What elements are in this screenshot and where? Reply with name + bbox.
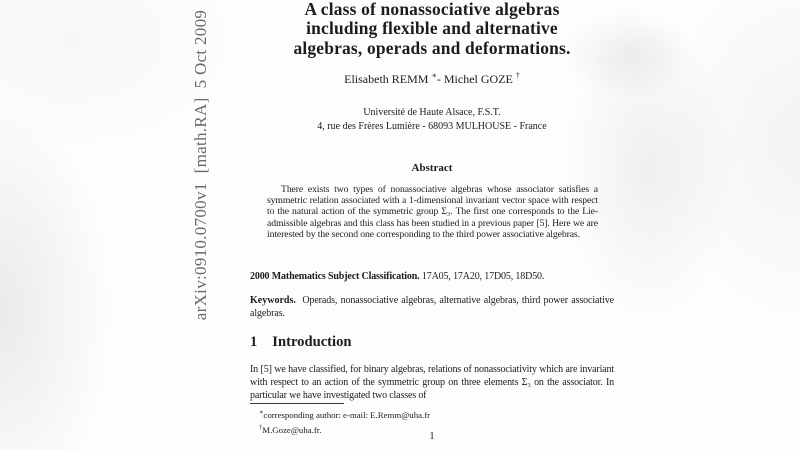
section-1-title: Introduction: [272, 334, 352, 350]
introduction-paragraph: In [5] we have classified, for binary algebras, relations of nonassociativity which are invariant with respect to an action of the symmetric group on three elements Σ₃ on the associator. In particular we have investigated two classes of: [250, 364, 614, 401]
affiliation-line-2: 4, rue des Frères Lumière - 68093 MULHOUSE - France: [317, 120, 547, 132]
section-1-number: 1: [250, 334, 258, 350]
affiliation: [250, 106, 614, 133]
author-1: Elisabeth REMM: [344, 72, 429, 86]
footnote-1-text: corresponding author: e-mail: E.Remm@uha.fr: [263, 409, 431, 420]
keywords-block: [250, 295, 614, 320]
msc-label: 2000 Mathematics Subject Classification.: [250, 271, 420, 282]
paper-title-line-1: A class of nonassociative algebras: [304, 0, 560, 19]
footnote-2-mark: †: [259, 423, 263, 431]
abstract-heading: Abstract: [411, 162, 453, 174]
paper-title: [250, 0, 614, 58]
page-number: 1: [429, 431, 435, 442]
paper-page: [250, 0, 614, 450]
footnote-2-text: M.Goze@uha.fr.: [262, 424, 322, 435]
abstract-text: There exists two types of nonassociative algebras whose associator satisfies a symmetric relation associated with a 1-dimensional invariant vector space with respect to the natural action of the symmetric group Σ₃. The first one corresponds to the Lie-admissible algebras and this class has been studied in a previous paper [5]. Here we are interested by the second one corresponding to the third power associative algebras.: [267, 184, 598, 240]
paper-title-line-3: algebras, operads and deformations.: [293, 37, 571, 58]
footnote-separator-rule: [250, 403, 344, 404]
footnote-1: [259, 407, 609, 422]
keywords-text: Operads, nonassociative algebras, alternative algebras, third power associative algebras.: [250, 295, 614, 319]
section-1-heading: [250, 334, 352, 351]
footnote-1-mark: ∗: [259, 409, 264, 416]
msc-codes: 17A05, 17A20, 17D05, 18D50.: [421, 271, 545, 282]
arxiv-stamp: arXiv:0910.0700v1 [math.RA] 5 Oct 2009: [191, 9, 210, 321]
affiliation-line-1: Université de Haute Alsace, F.S.T.: [363, 107, 501, 118]
msc-line: [250, 271, 614, 282]
paper-title-line-2: including flexible and alternative: [306, 18, 558, 39]
keywords-label: Keywords.: [250, 295, 296, 306]
author-1-footnote-mark: ∗: [431, 71, 437, 80]
author-2: Michel GOZE: [443, 72, 513, 86]
author-2-footnote-mark: †: [515, 71, 520, 80]
author-separator: -: [436, 72, 444, 86]
authors-line: [250, 71, 614, 87]
